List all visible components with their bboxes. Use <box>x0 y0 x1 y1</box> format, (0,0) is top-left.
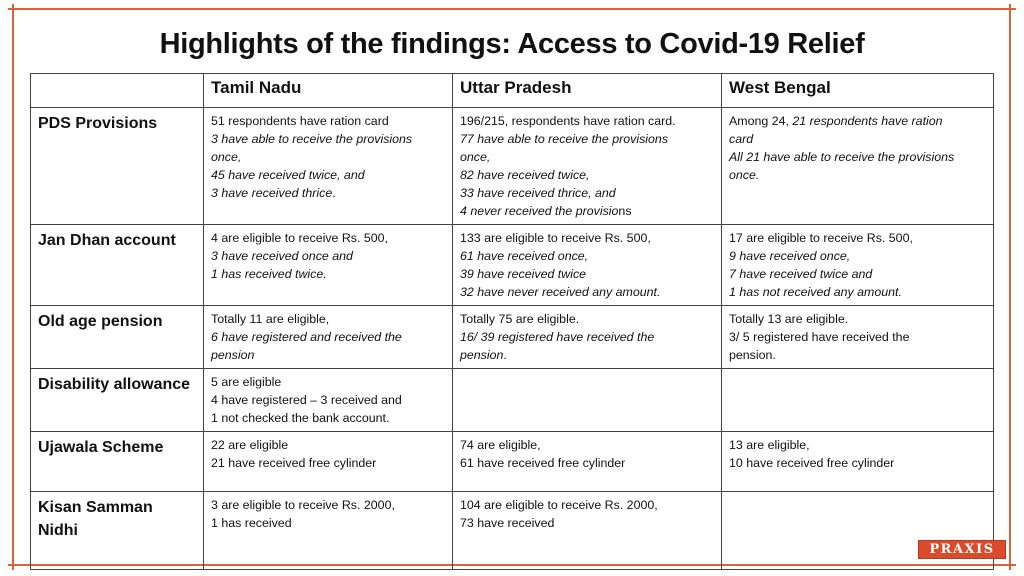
page-title: Highlights of the findings: Access to Covid-19 Relief <box>159 28 865 60</box>
cell-text: 6 have registered and received the <box>211 330 402 344</box>
cell-tamil-nadu <box>204 306 453 369</box>
header-west-bengal: West Bengal <box>722 74 994 108</box>
cell-text: 133 are eligible to receive Rs. 500, <box>460 231 651 245</box>
cell-text: 1 has received <box>211 516 292 530</box>
cell-text: once, <box>460 150 491 164</box>
cell-text: 73 have received <box>460 516 555 530</box>
cell-text: . <box>503 348 507 362</box>
cell-text: 1 not checked the bank account. <box>211 411 390 425</box>
cell-text: 13 are eligible, <box>729 438 810 452</box>
row-label: Jan Dhan account <box>31 225 204 306</box>
cell-text: 4 have registered – 3 received and <box>211 393 402 407</box>
cell-line <box>211 409 445 427</box>
cell-line <box>211 514 445 532</box>
cell-line <box>729 436 986 454</box>
row-pds-provisions <box>31 108 994 225</box>
cell-text: 61 have received once, <box>460 249 589 263</box>
row-ujawala-scheme <box>31 432 994 492</box>
cell-text: 9 have received once, <box>729 249 851 263</box>
row-disability-allowance <box>31 369 994 432</box>
cell-line <box>729 283 986 301</box>
cell-line <box>211 454 445 472</box>
cell-line <box>729 454 986 472</box>
row-label: Kisan Samman Nidhi <box>31 492 204 570</box>
cell-line <box>460 166 714 184</box>
cell-line <box>211 328 445 346</box>
cell-line <box>460 229 714 247</box>
cell-uttar-pradesh <box>453 108 722 225</box>
frame-left-line <box>12 4 14 570</box>
cell-west-bengal <box>722 432 994 492</box>
cell-text: Totally 75 are eligible. <box>460 312 580 326</box>
cell-text: 3 have received once and <box>211 249 353 263</box>
cell-tamil-nadu <box>204 369 453 432</box>
cell-line <box>460 328 714 346</box>
header-corner <box>31 74 204 108</box>
cell-text: 1 has not received any amount. <box>729 285 902 299</box>
cell-text: 21 respondents have ration <box>792 114 943 128</box>
cell-line <box>460 184 714 202</box>
cell-line <box>729 112 986 130</box>
cell-text: 5 are eligible <box>211 375 282 389</box>
cell-text: 4 are eligible to receive Rs. 500, <box>211 231 389 245</box>
cell-line <box>729 310 986 328</box>
cell-uttar-pradesh <box>453 225 722 306</box>
cell-uttar-pradesh <box>453 369 722 432</box>
cell-line <box>211 265 445 283</box>
cell-line <box>729 247 986 265</box>
cell-text: 39 have received twice <box>460 267 587 281</box>
cell-line <box>211 436 445 454</box>
cell-line <box>211 112 445 130</box>
cell-text: once. <box>729 168 760 182</box>
cell-text: 22 are eligible <box>211 438 289 452</box>
row-kisan-samman-nidhi <box>31 492 994 570</box>
cell-text: Totally 13 are eligible. <box>729 312 849 326</box>
cell-line <box>460 265 714 283</box>
cell-text: 3/ 5 registered have received the <box>729 330 910 344</box>
row-jan-dhan-account <box>31 225 994 306</box>
cell-line <box>211 391 445 409</box>
cell-uttar-pradesh <box>453 306 722 369</box>
findings-table <box>30 73 994 570</box>
cell-text: 77 have able to receive the provisions <box>460 132 669 146</box>
cell-line <box>729 130 986 148</box>
cell-text: 32 have never received any amount. <box>460 285 661 299</box>
cell-text: Totally 11 are eligible, <box>211 312 330 326</box>
row-label: Disability allowance <box>31 369 204 432</box>
cell-line <box>211 247 445 265</box>
cell-text: 51 respondents have ration card <box>211 114 389 128</box>
praxis-logo: PRAXIS <box>918 540 1006 559</box>
cell-line <box>729 346 986 364</box>
cell-text: 16/ 39 registered have received the <box>460 330 655 344</box>
cell-line <box>460 496 714 514</box>
cell-text: card <box>729 132 754 146</box>
cell-text: Among 24, <box>729 114 793 128</box>
frame-top-line <box>8 8 1016 10</box>
cell-uttar-pradesh <box>453 432 722 492</box>
cell-text: 3 have received thrice <box>211 186 333 200</box>
cell-text: 45 have received twice, and <box>211 168 365 182</box>
cell-text: 10 have received free cylinder <box>729 456 895 470</box>
cell-west-bengal <box>722 369 994 432</box>
cell-text: 33 have received thrice, and <box>460 186 616 200</box>
cell-line <box>211 184 445 202</box>
row-old-age-pension <box>31 306 994 369</box>
cell-text: once, <box>211 150 242 164</box>
cell-line <box>460 346 714 364</box>
cell-tamil-nadu <box>204 432 453 492</box>
cell-text: 4 never received the provisio <box>460 204 619 218</box>
cell-text: 61 have received free cylinder <box>460 456 626 470</box>
cell-west-bengal <box>722 108 994 225</box>
cell-line <box>729 148 986 166</box>
cell-text: 82 have received twice, <box>460 168 590 182</box>
cell-line <box>211 310 445 328</box>
cell-text: 3 are eligible to receive Rs. 2000, <box>211 498 395 512</box>
header-tamil-nadu: Tamil Nadu <box>204 74 453 108</box>
cell-text: 7 have received twice and <box>729 267 873 281</box>
cell-line <box>460 514 714 532</box>
cell-text: 74 are eligible, <box>460 438 541 452</box>
cell-text: 1 has received twice. <box>211 267 327 281</box>
cell-line <box>460 148 714 166</box>
cell-text: 17 are eligible to receive Rs. 500, <box>729 231 913 245</box>
cell-text: pension <box>211 348 255 362</box>
cell-uttar-pradesh <box>453 492 722 570</box>
row-label: Ujawala Scheme <box>31 432 204 492</box>
cell-text: All 21 have able to receive the provisions <box>729 150 955 164</box>
cell-line <box>211 166 445 184</box>
cell-line <box>211 373 445 391</box>
cell-line <box>460 310 714 328</box>
cell-tamil-nadu <box>204 225 453 306</box>
cell-line <box>729 328 986 346</box>
frame-right-line <box>1009 4 1011 570</box>
cell-text: pension. <box>729 348 776 362</box>
cell-line <box>211 346 445 364</box>
cell-line <box>211 148 445 166</box>
cell-line <box>460 454 714 472</box>
cell-line <box>729 265 986 283</box>
cell-text: . <box>332 186 336 200</box>
header-row <box>31 74 994 108</box>
cell-tamil-nadu <box>204 492 453 570</box>
cell-line <box>211 130 445 148</box>
cell-text: 21 have received free cylinder <box>211 456 377 470</box>
cell-line <box>460 112 714 130</box>
cell-line <box>460 130 714 148</box>
row-label: PDS Provisions <box>31 108 204 225</box>
cell-line <box>211 229 445 247</box>
cell-line <box>460 283 714 301</box>
row-label: Old age pension <box>31 306 204 369</box>
cell-line <box>460 247 714 265</box>
cell-text: pension <box>460 348 504 362</box>
cell-tamil-nadu <box>204 108 453 225</box>
cell-line <box>460 436 714 454</box>
cell-west-bengal <box>722 306 994 369</box>
cell-text: 3 have able to receive the provisions <box>211 132 413 146</box>
cell-text: 104 are eligible to receive Rs. 2000, <box>460 498 658 512</box>
cell-line <box>729 229 986 247</box>
cell-line <box>729 166 986 184</box>
cell-text: ns <box>618 204 632 218</box>
cell-west-bengal <box>722 225 994 306</box>
cell-line <box>460 202 714 220</box>
header-uttar-pradesh: Uttar Pradesh <box>453 74 722 108</box>
cell-text: 196/215, respondents have ration card. <box>460 114 676 128</box>
cell-line <box>211 496 445 514</box>
